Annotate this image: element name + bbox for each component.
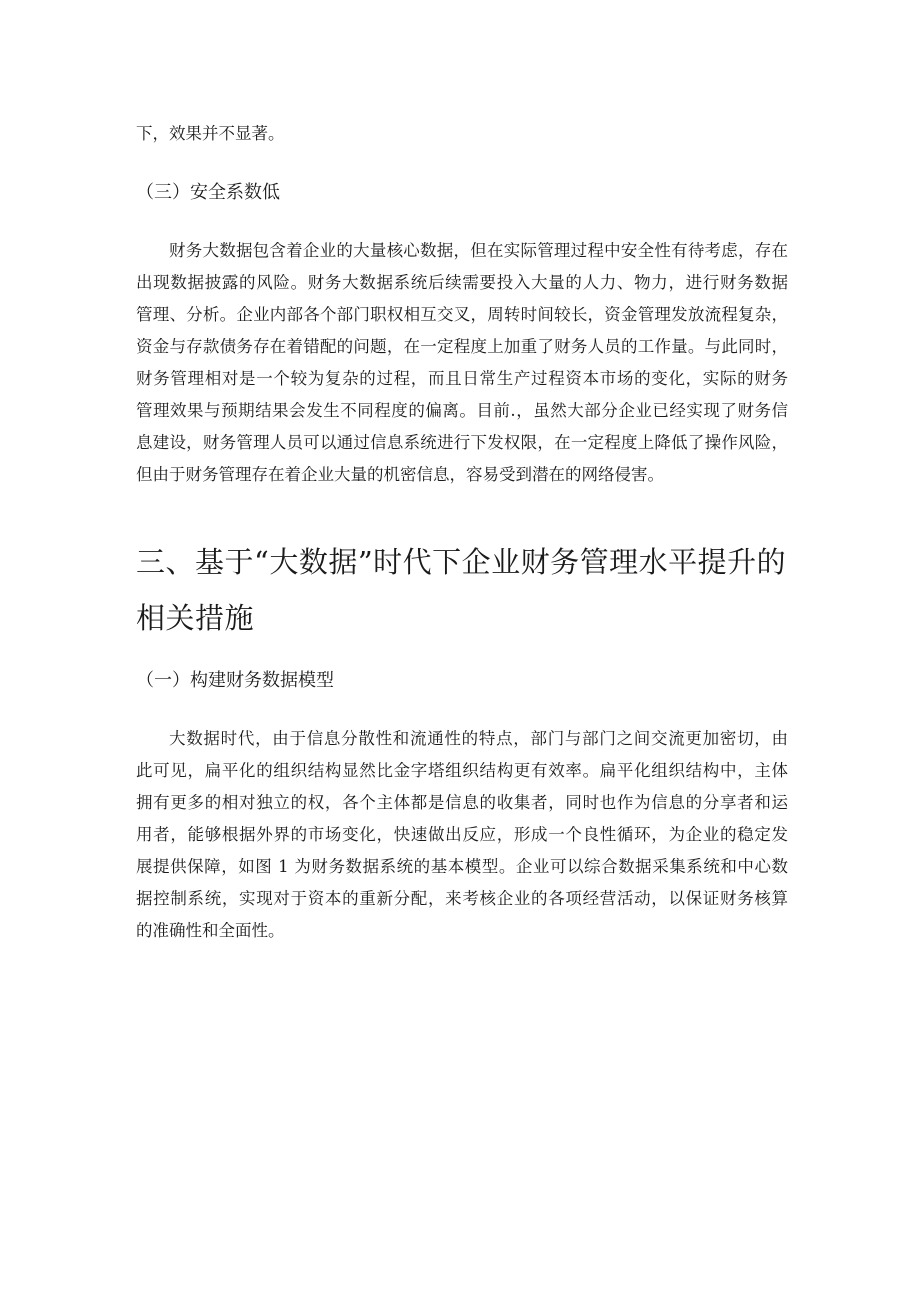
paragraph-line: 的准确性和全面性。 xyxy=(136,921,285,940)
subsection-heading: （三）安全系数低 xyxy=(136,182,280,203)
paragraph-line: 拥有更多的相对独立的权，各个主体都是信息的收集者，同时也作为信息的分享者和运 xyxy=(136,793,788,812)
paragraph-line: 管理、分析。企业内部各个部门职权相互交叉，周转时间较长，资金管理发放流程复杂， xyxy=(136,305,788,324)
paragraph-line: 但由于财务管理存在着企业大量的机密信息，容易受到潜在的网络侵害。 xyxy=(136,465,664,484)
paragraph-data-model xyxy=(136,723,788,947)
paragraph-line: 资金与存款债务存在着错配的问题，在一定程度上加重了财务人员的工作量。与此同时， xyxy=(136,337,788,356)
paragraph-line: 此可见，扁平化的组织结构显然比金字塔组织结构更有效率。扁平化组织结构中，主体 xyxy=(136,761,788,780)
section-heading xyxy=(136,538,788,642)
paragraph-line: 据控制系统，实现对于资本的重新分配，来考核企业的各项经营活动，以保证财务核算 xyxy=(136,889,788,908)
paragraph-line: 大数据时代，由于信息分散性和流通性的特点，部门与部门之间交流更加密切，由 xyxy=(169,729,788,748)
section-heading-line: 相关措施 xyxy=(136,601,255,635)
paragraph-line: 财务大数据包含着企业的大量核心数据，但在实际管理过程中安全性有待考虑，存在 xyxy=(169,241,788,260)
subsection-heading: （一）构建财务数据模型 xyxy=(136,670,334,691)
paragraph-line: 出现数据披露的风险。财务大数据系统后续需要投入大量的人力、物力，进行财务数据 xyxy=(136,273,788,292)
paragraph-line: 展提供保障，如图 1 为财务数据系统的基本模型。企业可以综合数据采集系统和中心数 xyxy=(136,857,788,876)
paragraph-line: 用者，能够根据外界的市场变化，快速做出反应，形成一个良性循环，为企业的稳定发 xyxy=(136,825,788,844)
paragraph-security xyxy=(136,235,788,491)
paragraph-line: 息建设，财务管理人员可以通过信息系统进行下发权限，在一定程度上降低了操作风险， xyxy=(136,433,788,452)
section-heading-line: 三、基于“大数据”时代下企业财务管理水平提升的 xyxy=(136,545,787,579)
paragraph-line: 管理效果与预期结果会发生不同程度的偏离。目前.，虽然大部分企业已经实现了财务信 xyxy=(136,401,788,420)
paragraph-fragment: 下，效果并不显著。 xyxy=(136,124,285,143)
paragraph-line: 财务管理相对是一个较为复杂的过程，而且日常生产过程资本市场的变化，实际的财务 xyxy=(136,369,788,388)
